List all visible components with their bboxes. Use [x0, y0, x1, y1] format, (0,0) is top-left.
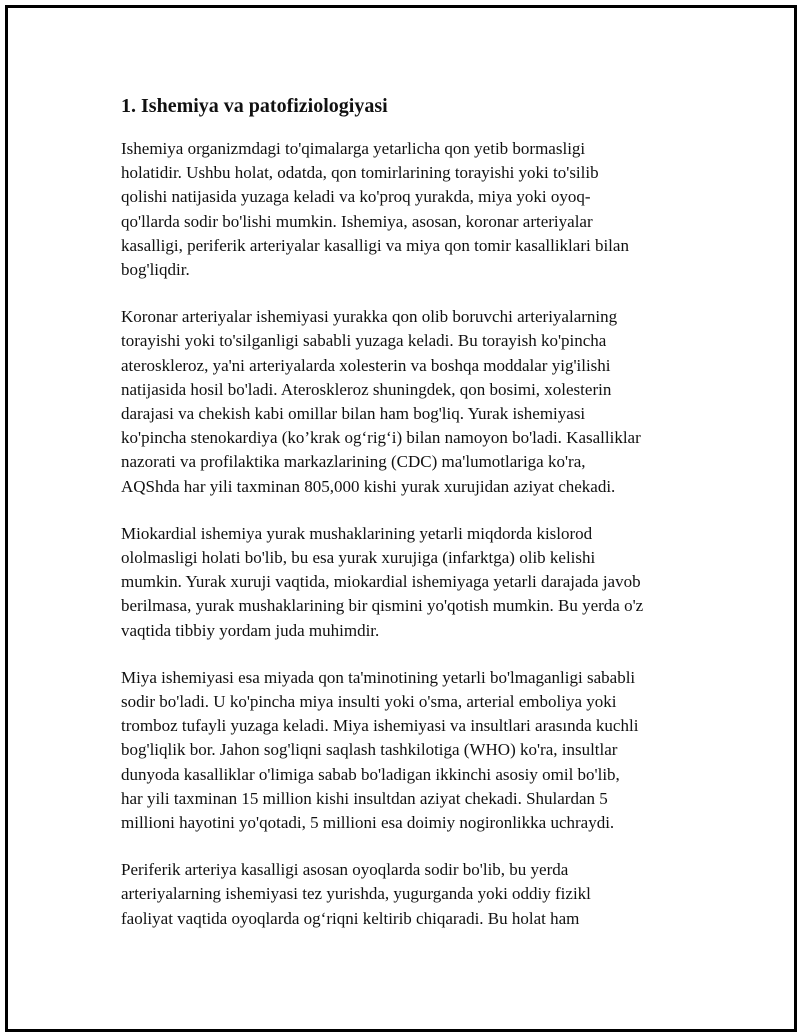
text-line: sodir bo'ladi. U ko'pincha miya insulti yoki o'sma, arterial emboliya yoki	[121, 692, 617, 712]
text-line: tromboz tufayli yuzaga keladi. Miya ishemiyasi va insultlari arasında kuchli	[121, 716, 639, 736]
text-line: ololmasligi holati bo'lib, bu esa yurak xurujiga (infarktga) olib kelishi	[121, 548, 596, 568]
document-content	[121, 94, 691, 954]
paragraph-koronar	[121, 305, 691, 499]
text-line: natijasida hosil bo'ladi. Ateroskleroz shuningdek, qon bosimi, xolesterin	[121, 379, 612, 399]
text-line: kasalligi, periferik arteriyalar kasalligi va miya qon tomir kasalliklari bilan	[121, 235, 629, 255]
text-line: qo'llarda sodir bo'lishi mumkin. Ishemiya, asosan, koronar arteriyalar	[121, 211, 593, 231]
text-line: har yili taxminan 15 million kishi insultdan aziyat chekadi. Shulardan 5	[121, 788, 608, 808]
text-line: nazorati va profilaktika markazlarining (CDC) ma'lumotlariga ko'ra,	[121, 452, 586, 472]
paragraph-periferik	[121, 858, 691, 931]
text-line: qolishi natijasida yuzaga keladi va ko'proq yurakda, miya yoki oyoq-	[121, 187, 591, 207]
text-line: vaqtida tibbiy yordam juda muhimdir.	[121, 620, 380, 640]
section-heading: 1. Ishemiya va patofiziologiyasi	[121, 95, 388, 117]
text-line: darajasi va chekish kabi omillar bilan ham bog'liq. Yurak ishemiyasi	[121, 404, 586, 424]
text-line: mumkin. Yurak xuruji vaqtida, miokardial ishemiyaga yetarli darajada javob	[121, 572, 641, 592]
text-line: holatidir. Ushbu holat, odatda, qon tomirlarining torayishi yoki to'silib	[121, 163, 599, 183]
paragraph-ishemiya-intro	[121, 137, 691, 282]
text-line: Ishemiya organizmdagi to'qimalarga yetarlicha qon yetib bormasligi	[121, 139, 586, 158]
text-line: dunyoda kasalliklar o'limiga sabab bo'ladigan ikkinchi asosiy omil bo'lib,	[121, 764, 620, 784]
text-line: Miokardial ishemiya yurak mushaklarining yetarli miqdorda kislorod	[121, 523, 593, 543]
paragraph-miokardial	[121, 522, 691, 643]
text-line: ko'pincha stenokardiya (ko’krak og‘rig‘i) bilan namoyon bo'ladi. Kasalliklar	[121, 428, 641, 448]
text-line: AQShda har yili taxminan 805,000 kishi yurak xurujidan aziyat chekadi.	[121, 476, 616, 496]
text-line: arteriyalarning ishemiyasi tez yurishda, yugurganda yoki oddiy fizikl	[121, 884, 591, 904]
text-line: Koronar arteriyalar ishemiyasi yurakka qon olib boruvchi arteriyalarning	[121, 307, 618, 327]
text-line: millioni hayotini yo'qotadi, 5 millioni esa doimiy nogironlikka uchraydi.	[121, 813, 615, 833]
text-line: faoliyat vaqtida oyoqlarda og‘riqni keltirib chiqaradi. Bu holat ham	[121, 908, 580, 928]
text-line: bog'liqdir.	[121, 260, 190, 280]
text-line: berilmasa, yurak mushaklarining bir qismini yo'qotish mumkin. Bu yerda o'z	[121, 596, 644, 616]
paragraph-miya-ishemiyasi	[121, 666, 691, 835]
text-line: Miya ishemiyasi esa miyada qon ta'minotining yetarli bo'lmaganligi sababli	[121, 667, 636, 687]
text-line: Periferik arteriya kasalligi asosan oyoqlarda sodir bo'lib, bu yerda	[121, 860, 569, 880]
document-page	[5, 5, 797, 1032]
text-line: ateroskleroz, ya'ni arteriyalarda xolesterin va boshqa moddalar yig'ilishi	[121, 355, 611, 375]
text-line: bog'liqlik bor. Jahon sog'liqni saqlash tashkilotiga (WHO) ko'ra, insultlar	[121, 740, 618, 760]
text-line: torayishi yoki to'silganligi sababli yuzaga keladi. Bu torayish ko'pincha	[121, 331, 607, 351]
